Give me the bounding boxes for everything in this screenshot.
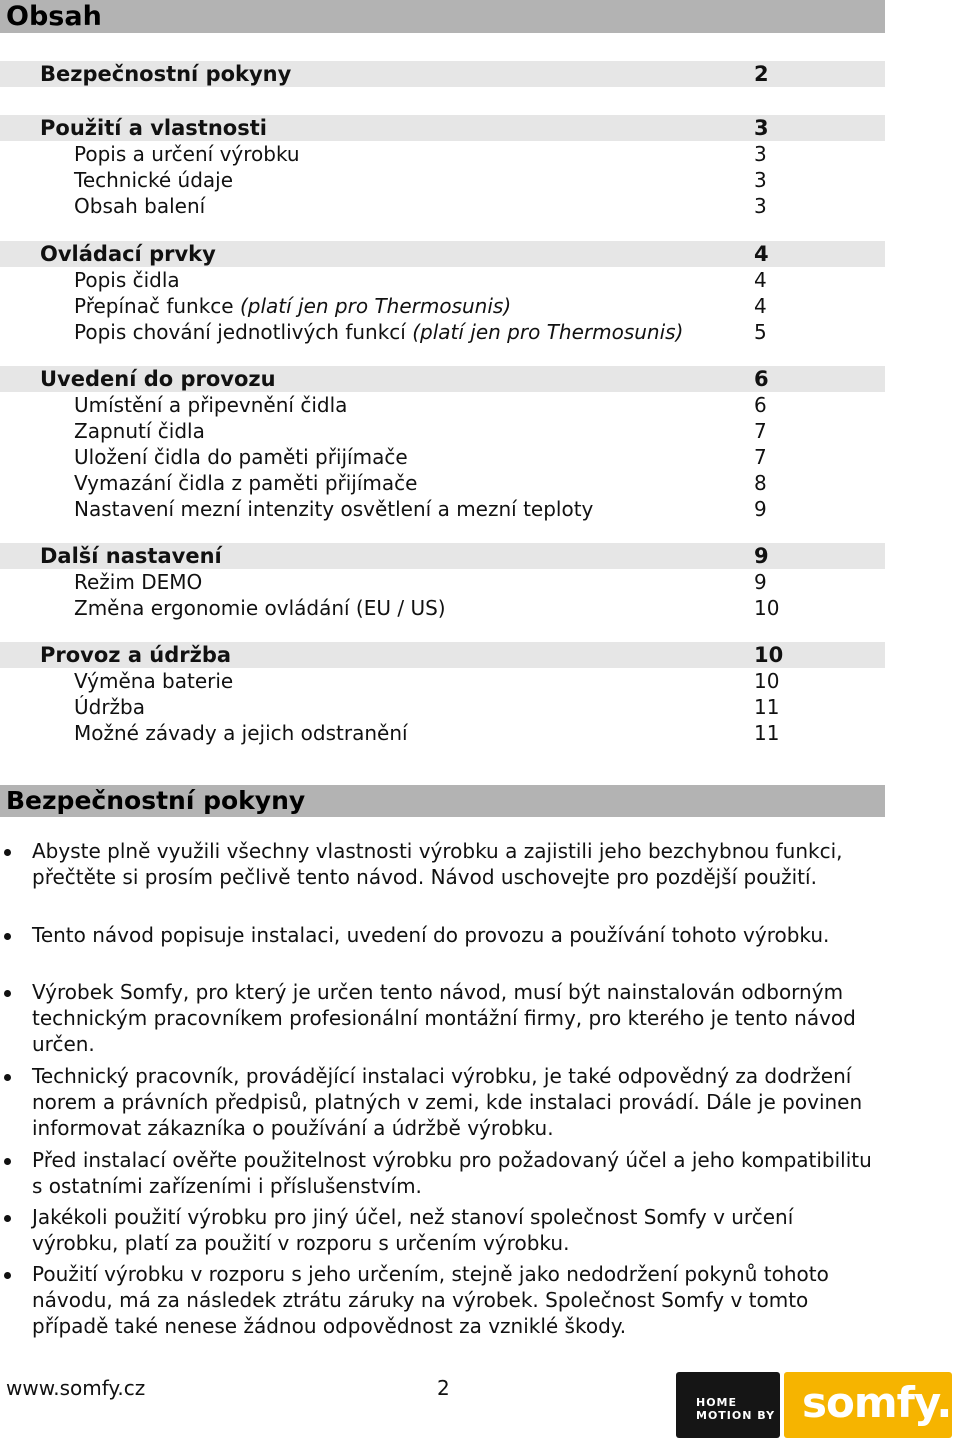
toc-item-label: Přepínač funkce [74,294,240,318]
toc-item[interactable] [0,444,885,470]
toc-item-text [74,595,446,621]
safety-bullet-item [32,979,882,1057]
toc-item[interactable] [0,293,885,319]
home-motion-logo-line1: HOME [696,1396,738,1409]
toc-item-text [74,319,683,345]
toc-section-page: 2 [754,62,769,86]
toc-item-label: Možné závady a jejich odstranění [74,721,408,745]
toc-section-title: Bezpečnostní pokyny [40,62,292,86]
safety-bullet-text: Jakékoli použití výrobku pro jiný účel, než stanoví společnost Somfy v určení výrobku, platí za použití v rozporu s určením výrobku. [32,1205,794,1255]
safety-bullet-item [32,1063,882,1141]
safety-bullet-text: Tento návod popisuje instalaci, uvedení do provozu a používání tohoto výrobku. [32,923,830,947]
toc-item-page: 10 [754,596,780,620]
home-motion-logo-line2: MOTION BY [696,1409,776,1422]
safety-bullet-item [32,922,882,948]
footer-page-number: 2 [437,1376,450,1400]
toc-item-label: Technické údaje [74,168,234,192]
toc-item-page: 4 [754,268,767,292]
toc-item-label: Popis chování jednotlivých funkcí [74,320,413,344]
toc-item[interactable] [0,720,885,746]
toc-item-text [74,141,300,167]
toc-item-text [74,267,180,293]
safety-bullet-item [32,1204,882,1256]
toc-item-label: Umístění a připevnění čidla [74,393,348,417]
toc-item-page: 9 [754,497,767,521]
toc-section[interactable] [0,61,885,87]
safety-title-bar [0,785,885,817]
toc-item-text [74,470,417,496]
toc-item-text [74,668,233,694]
toc-section-title: Další nastavení [40,544,222,568]
safety-bullet-text: Technický pracovník, provádějící instalaci výrobku, je také odpovědný za dodržení norem a právních předpisů, platných v zemi, kde instalaci provádí. Dále je povinen informovat zákazníka o používání a údržbě výrobku. [32,1064,863,1140]
toc-item-page: 7 [754,445,767,469]
toc-item[interactable] [0,141,885,167]
footer-url[interactable]: www.somfy.cz [6,1376,146,1400]
toc-item[interactable] [0,595,885,621]
toc-section-title: Použití a vlastnosti [40,116,267,140]
toc-section-page: 4 [754,242,769,266]
toc-section-title: Ovládací prvky [40,242,216,266]
toc-item-label: Popis a určení výrobku [74,142,300,166]
toc-item-page: 7 [754,419,767,443]
toc-item-label: Uložení čidla do paměti přijímače [74,445,408,469]
safety-bullet-text: Výrobek Somfy, pro který je určen tento návod, musí být nainstalován odborným technickým pracovníkem profesionální montážní firmy, pro kterého je tento návod určen. [32,980,856,1056]
bullet-dot-icon [4,1272,11,1279]
toc-section-page: 9 [754,544,769,568]
toc-item[interactable] [0,319,885,345]
toc-item-label: Nastavení mezní intenzity osvětlení a mezní teploty [74,497,594,521]
toc-item-label: Výměna baterie [74,669,234,693]
toc-item-label: Vymazání čidla z paměti přijímače [74,471,418,495]
safety-bullet-item [32,1261,882,1339]
toc-item-label: Obsah balení [74,194,206,218]
safety-bullet-item [32,1147,882,1199]
toc-item-text [74,167,233,193]
safety-bullet-text: Použití výrobku v rozporu s jeho určením, stejně jako nedodržení pokynů tohoto návodu, má za následek ztrátu záruky na výrobek. Společnost Somfy v tomto případě také nenese žádnou odpovědnost za vzniklé škody. [32,1262,829,1338]
toc-item-page: 6 [754,393,767,417]
toc-item-text [74,444,408,470]
toc-item-label: Popis čidla [74,268,180,292]
toc-item-text [74,293,511,319]
toc-item[interactable] [0,267,885,293]
toc-section[interactable] [0,543,885,569]
toc-item[interactable] [0,167,885,193]
toc-item-note: (platí jen pro Thermosunis) [239,294,512,318]
toc-item[interactable] [0,569,885,595]
toc-item-page: 4 [754,294,767,318]
toc-item-page: 3 [754,194,767,218]
toc-item-label: Zapnutí čidla [74,419,205,443]
bullet-dot-icon [4,1215,11,1222]
toc-section-page: 3 [754,116,769,140]
toc-item-text [74,496,593,522]
bullet-dot-icon [4,990,11,997]
toc-item-text [74,569,202,595]
somfy-logo [784,1372,952,1438]
safety-bullet-text: Před instalací ověřte použitelnost výrobku pro požadovaný účel a jeho kompatibilitu s ostatními zařízeními i příslušenstvím. [32,1148,872,1198]
toc-item-text [74,720,408,746]
toc-item[interactable] [0,668,885,694]
toc-section[interactable] [0,115,885,141]
toc-section-page: 6 [754,367,769,391]
toc-item[interactable] [0,392,885,418]
bullet-dot-icon [4,1158,11,1165]
home-motion-logo [676,1372,780,1438]
toc-item-text [74,694,145,720]
toc-item-page: 3 [754,142,767,166]
toc-item-page: 11 [754,695,780,719]
toc-item-page: 9 [754,570,767,594]
toc-title-bar [0,0,885,33]
safety-bullet-text: Abyste plně využili všechny vlastnosti výrobku a zajistili jeho bezchybnou funkci, přečtěte si prosím pečlivě tento návod. Návod uschovejte pro pozdější použití. [32,839,843,889]
toc-item-page: 5 [754,320,767,344]
toc-section-page: 10 [754,643,784,667]
toc-section-title: Provoz a údržba [40,643,232,667]
toc-item-label: Změna ergonomie ovládání (EU / US) [74,596,446,620]
toc-item-page: 10 [754,669,780,693]
toc-section[interactable] [0,241,885,267]
somfy-logo-text: somfy. [802,1378,952,1427]
toc-section[interactable] [0,366,885,392]
toc-title: Obsah [6,1,102,32]
toc-item-text [74,392,347,418]
toc-item-note: (platí jen pro Thermosunis) [412,320,684,344]
toc-section[interactable] [0,642,885,668]
toc-item-label: Údržba [74,695,146,719]
bullet-dot-icon [4,1074,11,1081]
toc-item-text [74,193,205,219]
bullet-dot-icon [4,849,11,856]
toc-item-page: 3 [754,168,767,192]
toc-item[interactable] [0,470,885,496]
toc-item[interactable] [0,496,885,522]
toc-item[interactable] [0,193,885,219]
toc-item[interactable] [0,418,885,444]
toc-item-text [74,418,205,444]
safety-title: Bezpečnostní pokyny [6,786,306,815]
toc-item-label: Režim DEMO [74,570,203,594]
toc-item[interactable] [0,694,885,720]
safety-bullet-item [32,838,882,890]
toc-section-title: Uvedení do provozu [40,367,276,391]
toc-item-page: 8 [754,471,767,495]
toc-item-page: 11 [754,721,780,745]
bullet-dot-icon [4,933,11,940]
